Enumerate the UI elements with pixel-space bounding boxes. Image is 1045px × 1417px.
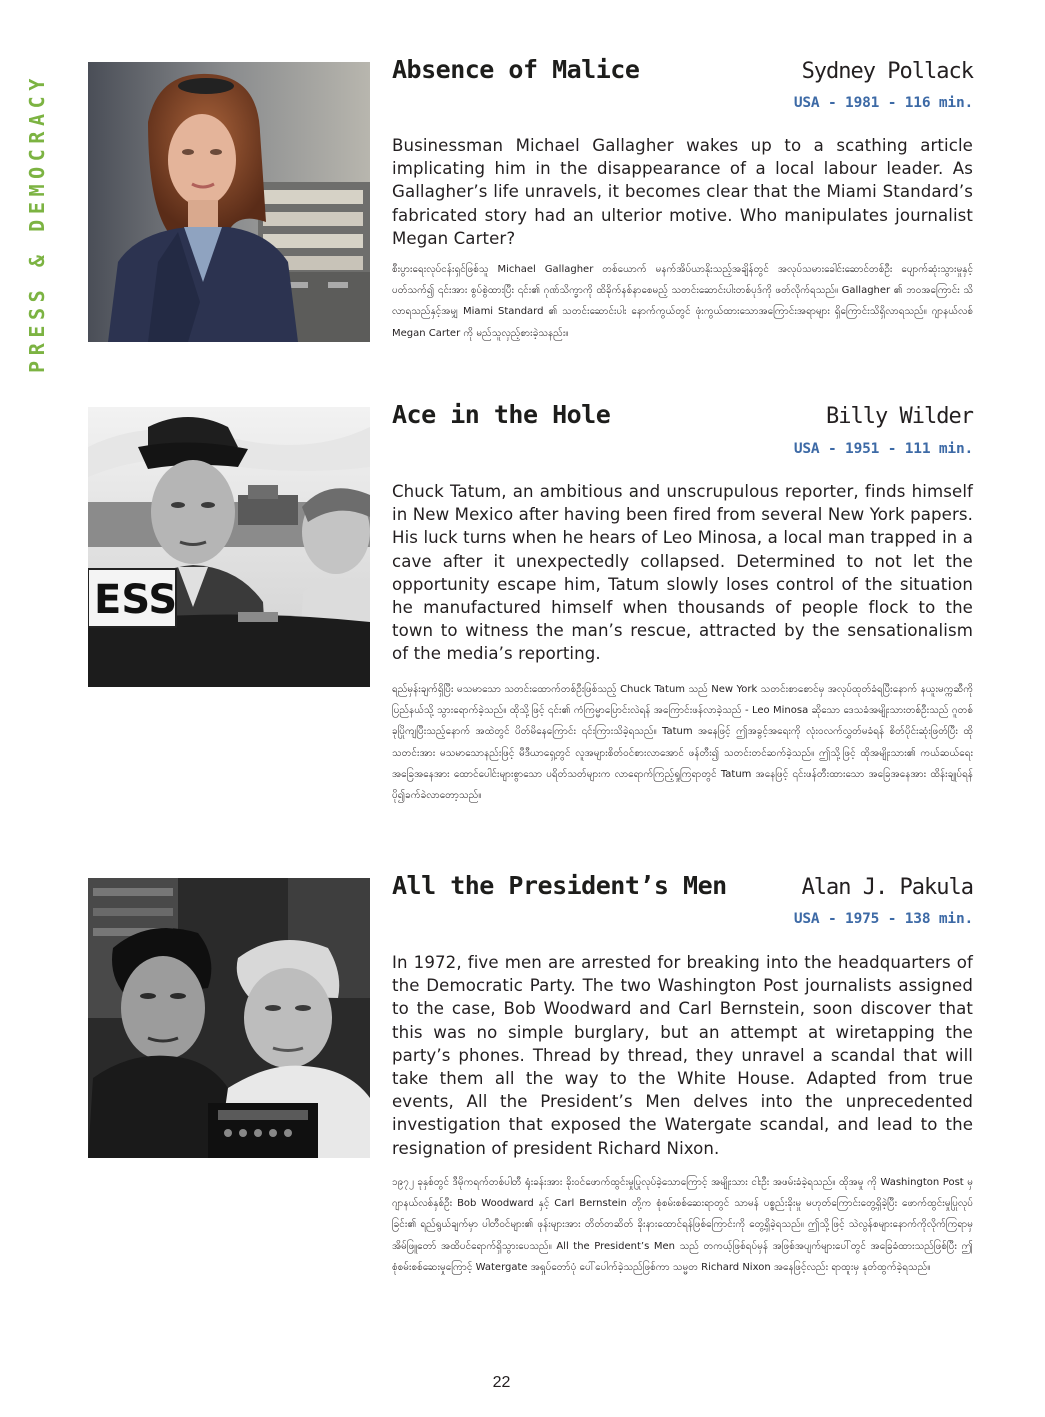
film-synopsis-text: Businessman Michael Gallagher wakes up to a scathing article implicating him in the disappearance of a local labour leader. As Gallagher’s life unravels, it becomes clear that the Miami Standard’s fabricated story had an ulterior motive. Who manipulates journalist Megan Carter?	[392, 136, 973, 248]
section-title-text: PRESS & DEMOCRACY	[25, 73, 49, 373]
section-title	[26, 62, 48, 384]
film-meta: USA - 1951 - 111 min.	[793, 441, 973, 457]
film-translation: ရည်မှန်းချက်ရှိပြီး မသမာသော သတင်းထောက်တစ်ဦးဖြစ်သည့် Chuck Tatum သည် New York သတင်းစာစောင်မှ အလုပ်ထုတ်ခံရပြီးနောက် နယူးမက္ကဆီကိုပြည်နယ်သို့ သွားရောက်ခဲ့သည်။ ထိုသို့ဖြင့် ၎င်း၏ ကံကြမ္မာပြောင်းလဲရန် အကြောင်းဖန်လာခဲ့သည် - Leo Minosa ဆိုသော ဒေသခံအမျိုးသားတစ်ဦးသည် ဂူတစ်ခုပြိုကျပြီးသည့်နောက် အထဲတွင် ပိတ်မိနေကြောင်း ၎င်းကြားသိခဲ့ရသည်။ Tatum အနေဖြင့် ဤအခွင့်အရေးကို လုံးဝလက်လွှတ်မခံရန် စိတ်ပိုင်းဆုံးဖြတ်ပြီး ထိုသတင်းအား မသမာသောနည်းဖြင့် မီဒီယာရှေ့တွင် လူအများစိတ်ဝင်စားလာအောင် ဖန်တီး၍ သတင်းတင်ဆက်ခဲ့သည်။ ဤသို့ဖြင့် ထိုအမျိုးသား၏ ကယ်ဆယ်ရေးအခြေအနေအား ထောင်ပေါင်းများစွာသော ပရိတ်သတ်များက လာရောက်ကြည့်ရှုကြရာတွင် Tatum အနေဖြင့် ၎င်းဖန်တီးထားသော အခြေအနေအား ထိန်းချုပ်ရန် ပို၍ခက်ခဲလာတော့သည်။	[392, 684, 973, 802]
film-synopsis	[392, 480, 973, 666]
film-still-image	[88, 407, 370, 687]
film-synopsis	[392, 134, 973, 250]
film-synopsis-text: In 1972, five men are arrested for breaking into the headquarters of the Democratic Party. The two Washington Post journalists assigned to the case, Bob Woodward and Carl Bernstein, soon discover that this was no simple burglary, but an attempt at wiretapping the party’s phones. Thread by thread, they unravel a scandal that will take them all the way to the White House. Adapted from true events, All the President’s Men delves into the unprecedented investigation that exposed the Watergate scandal, and lead to the resignation of president Richard Nixon.	[392, 953, 973, 1158]
page-number: 22	[492, 1374, 511, 1391]
film-title: All the President’s Men	[392, 871, 727, 900]
film-still	[88, 407, 370, 687]
film-meta: USA - 1981 - 116 min.	[793, 95, 973, 111]
film-title: Absence of Malice	[392, 55, 640, 84]
film-synopsis	[392, 951, 973, 1160]
film-still-image	[88, 62, 370, 342]
film-translation: စီးပွားရေးလုပ်ငန်းရှင်ဖြစ်သူ Michael Gallagher တစ်ယောက် မနက်အိပ်ယာနိုးသည့်အချိန်တွင် အလုပ်သမားခေါင်းဆောင်တစ်ဦး ပျောက်ဆုံးသွားမှုနှင့်ပတ်သက်၍ ၎င်းအား စွပ်စွဲထားပြီး ၎င်း၏ ဂုဏ်သိက္ခာကို ထိခိုက်နစ်နာစေမည့် သတင်းဆောင်းပါးတစ်ပုဒ်ကို ဖတ်လိုက်ရသည်။ Gallagher ၏ ဘဝအကြောင်း သိလာရသည်နှင့်အမျှ Miami Standard ၏ သတင်းဆောင်းပါး နောက်ကွယ်တွင် ဖုံးကွယ်ထားသောအကြောင်းအရာများ ရှိကြောင်းသိရှိလာရသည်။ ဂျာနယ်လစ် Megan Carter ကို မည်သူလှည့်စားခဲ့သနည်း။	[392, 264, 973, 339]
film-still	[88, 878, 370, 1158]
film-still-image	[88, 878, 370, 1158]
film-director: Alan J. Pakula	[801, 875, 973, 900]
film-still	[88, 62, 370, 342]
film-synopsis-text: Chuck Tatum, an ambitious and unscrupulous reporter, finds himself in New Mexico after having been fired from several New York papers. His luck turns when he hears of Leo Minosa, a local man trapped in a cave after it unexpectedly collapsed. Determined to not let the opportunity escape him, Tatum slowly loses control of the situation he manufactured himself when thousands of people flock to the town to witness the man’s rescue, attracted by the sensationalism of the media’s reporting.	[392, 482, 973, 664]
film-meta: USA - 1975 - 138 min.	[793, 911, 973, 927]
press-sign-text: ESS	[94, 577, 178, 623]
film-director: Sydney Pollack	[801, 59, 973, 84]
film-director: Billy Wilder	[826, 404, 973, 429]
film-title: Ace in the Hole	[392, 400, 611, 429]
film-translation: ၁၉၇၂ ခုနှစ်တွင် ဒီမိုကရက်တစ်ပါတီ ရုံးခန်းအား ခိုးဝင်ဖောက်ထွင်းမှုပြုလုပ်ခဲ့သောကြောင့် အမျိုးသား ငါးဦး အဖမ်းခံခဲ့ရသည်။ ထိုအမှု ကို Washington Post မှ ဂျာနယ်လစ်နှစ်ဦး Bob Woodward နှင့် Carl Bernstein တို့က စုံစမ်းစစ်ဆေးရာတွင် သာမန် ပစ္စည်းခိုးမှု မဟုတ်ကြောင်းတွေ့ရှိခဲ့ပြီး ဖောက်ထွင်းမှုပြုလုပ်ခြင်း၏ ရည်ရွယ်ချက်မှာ ပါတီဝင်များ၏ ဖုန်းများအား တိတ်တဆိတ် ခိုးနားထောင်ရန်ဖြစ်ကြောင်းကို တွေ့ရှိခဲ့ရသည်။ ဤသို့ဖြင့် သဲလွန်စများနောက်ကိုလိုက်ကြရာမှ အိမ်ဖြူတော် အထိပင်ရောက်ရှိသွားပေသည်။ All the President’s Men သည် တကယ့်ဖြစ်ရပ်မှန် အဖြစ်အပျက်များပေါ်တွင် အခြေခံထားသည်ဖြစ်ပြီး ဤစုံစမ်းစစ်ဆေးမှုကြောင့် Watergate အရှုပ်တော်ပုံ ပေါ်ပေါက်ခဲ့သည်ဖြစ်ကာ သမ္မတ Richard Nixon အနေဖြင့်လည်း ရာထူးမှ နုတ်ထွက်ခဲ့ရသည်။	[392, 1177, 973, 1273]
